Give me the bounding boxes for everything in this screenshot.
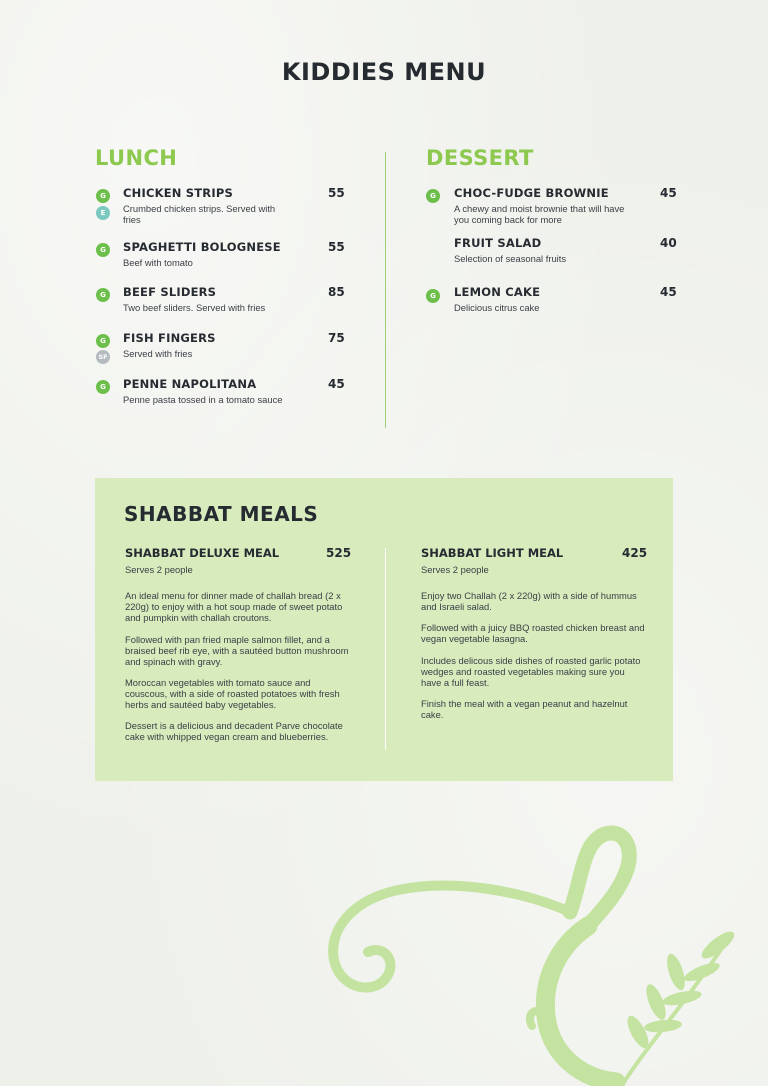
meal-price: 525 [326, 546, 352, 560]
gluten-free-badge-icon: G [96, 243, 110, 257]
meal-paragraph: Includes delicous side dishes of roasted garlic potato wedges and roasted vegetables making sure you have a full feast. [421, 655, 641, 688]
lunch-item [96, 377, 346, 417]
shabbat-heading: SHABBAT MEALS [124, 502, 319, 526]
gluten-free-badge-icon: G [96, 288, 110, 302]
item-name: PENNE NAPOLITANA [123, 377, 257, 391]
lunch-item [96, 285, 346, 315]
item-price: 75 [328, 331, 345, 345]
flourish-letter-e-icon [320, 820, 768, 1086]
meal-serves: Serves 2 people [421, 564, 489, 575]
dessert-item [426, 236, 678, 266]
sugar-free-badge-icon: SF [96, 350, 110, 364]
item-name: FISH FINGERS [123, 331, 216, 345]
meal-paragraph: Moroccan vegetables with tomato sauce and couscous, with a side of roasted potatoes with fresh herbs and sautéed baby vegetables. [125, 677, 340, 710]
item-price: 45 [660, 186, 677, 200]
column-divider [385, 152, 386, 428]
item-price: 55 [328, 240, 345, 254]
item-description: Beef with tomato [123, 257, 193, 268]
shabbat-meal-light [421, 546, 649, 726]
meal-paragraph: Dessert is a delicious and decadent Parve chocolate cake with whipped vegan cream and blueberries. [125, 720, 343, 742]
meal-paragraph: An ideal menu for dinner made of challah bread (2 x 220g) to enjoy with a hot soup made of sweet potato and pumpkin with challah croutons. [125, 590, 343, 623]
item-description: Delicious citrus cake [454, 302, 540, 313]
lunch-item [96, 331, 346, 367]
item-name: LEMON CAKE [454, 285, 541, 299]
lunch-item [96, 186, 346, 226]
egg-badge-icon: E [96, 206, 110, 220]
meal-paragraph: Enjoy two Challah (2 x 220g) with a side of hummus and Israeli salad. [421, 590, 637, 612]
gluten-free-badge-icon: G [426, 189, 440, 203]
dessert-item [426, 285, 678, 315]
meal-paragraph: Followed with pan fried maple salmon fillet, and a braised beef rib eye, with a sautéed button mushroom and spinach with gravy. [125, 634, 349, 667]
item-description: A chewy and moist brownie that will have you coming back for more [454, 203, 625, 225]
item-description: Two beef sliders. Served with fries [123, 302, 266, 313]
meal-serves: Serves 2 people [125, 564, 193, 575]
shabbat-divider [385, 548, 386, 750]
dessert-heading: DESSERT [426, 146, 534, 170]
item-description: Served with fries [123, 348, 193, 359]
meal-name: SHABBAT DELUXE MEAL [125, 546, 280, 560]
item-price: 40 [660, 236, 677, 250]
item-description: Penne pasta tossed in a tomato sauce [123, 394, 283, 405]
lunch-heading: LUNCH [95, 146, 178, 170]
lunch-item [96, 240, 346, 270]
shabbat-meal-deluxe [125, 546, 351, 758]
item-name: SPAGHETTI BOLOGNESE [123, 240, 281, 254]
meal-name: SHABBAT LIGHT MEAL [421, 546, 564, 560]
page-title: KIDDIES MENU [281, 58, 487, 86]
gluten-free-badge-icon: G [96, 189, 110, 203]
item-name: CHOC-FUDGE BROWNIE [454, 186, 609, 200]
item-name: CHICKEN STRIPS [123, 186, 233, 200]
item-price: 55 [328, 186, 345, 200]
gluten-free-badge-icon: G [96, 380, 110, 394]
item-description: Crumbed chicken strips. Served with fries [123, 203, 276, 225]
item-price: 45 [328, 377, 345, 391]
dessert-item [426, 186, 678, 226]
meal-paragraph: Finish the meal with a vegan peanut and hazelnut cake. [421, 698, 628, 720]
meal-paragraph: Followed with a juicy BBQ roasted chicken breast and vegan vegetable lasagna. [421, 622, 645, 644]
gluten-free-badge-icon: G [426, 289, 440, 303]
gluten-free-badge-icon: G [96, 334, 110, 348]
meal-price: 425 [622, 546, 648, 560]
item-name: FRUIT SALAD [454, 236, 542, 250]
item-price: 45 [660, 285, 677, 299]
item-description: Selection of seasonal fruits [454, 253, 567, 264]
item-price: 85 [328, 285, 345, 299]
item-name: BEEF SLIDERS [123, 285, 217, 299]
